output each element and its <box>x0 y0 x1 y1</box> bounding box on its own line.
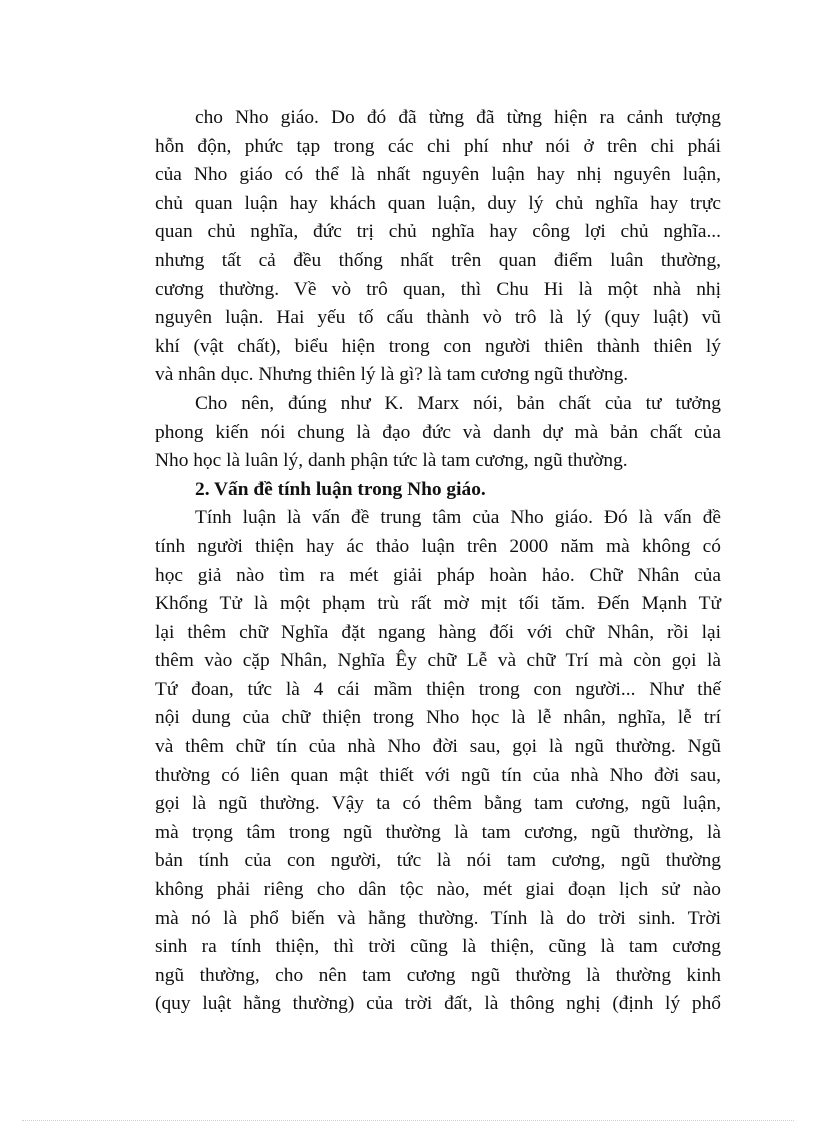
text-line: gọi là ngũ thường. Vậy ta có thêm bằng tam cương, ngũ luận, <box>155 793 721 815</box>
text-line: mà nó là phổ biến và hằng thường. Tính là do trời sinh. Trời <box>155 907 721 929</box>
text-line: ngũ thường, cho nên tam cương ngũ thường là thường kinh <box>155 964 721 986</box>
text-line: khí (vật chất), biểu hiện trong con người thiên thành thiên lý <box>155 335 721 357</box>
text-line: mà trọng tâm trong ngũ thường là tam cương, ngũ thường, là <box>155 821 721 843</box>
text-line: hỗn độn, phức tạp trong các chi phí như nói ở trên chi phái <box>155 135 721 157</box>
text-line: bản tính của con người, tức là nói tam cương, ngũ thường <box>155 850 721 872</box>
text-line: và thêm chữ tín của nhà Nho đời sau, gọi là ngũ thường. Ngũ <box>155 736 721 758</box>
page-bottom-rule <box>22 1120 794 1121</box>
text-line: cương thường. Về vò trô quan, thì Chu Hi là một nhà nhị <box>155 278 721 300</box>
body-text <box>155 104 721 1019</box>
text-line: của Nho giáo có thể là nhất nguyên luận hay nhị nguyên luận, <box>155 164 721 186</box>
text-line: thường có liên quan mật thiết với ngũ tín của nhà Nho đời sau, <box>155 764 721 786</box>
text-line: Khổng Tử là một phạm trù rất mờ mịt tối tăm. Đến Mạnh Tử <box>155 593 721 615</box>
text-line: không phải riêng cho dân tộc nào, mét giai đoạn lịch sử nào <box>155 879 721 901</box>
text-line: quan chủ nghĩa, đức trị chủ nghĩa hay công lợi chủ nghĩa... <box>155 221 721 243</box>
text-line: phong kiến nói chung là đạo đức và danh dự mà bản chất của <box>155 421 721 443</box>
text-line: Tính luận là vấn đề trung tâm của Nho giáo. Đó là vấn đề <box>195 507 721 529</box>
text-line: và nhân dục. Nhưng thiên lý là gì? là tam cương ngũ thường. <box>155 364 629 386</box>
text-line: cho Nho giáo. Do đó đã từng đã từng hiện ra cảnh tượng <box>195 107 721 128</box>
text-line: nhưng tất cả đều thống nhất trên quan điểm luân thường, <box>155 249 721 271</box>
text-line: sinh ra tính thiện, thì trời cũng là thiện, cũng là tam cương <box>155 936 721 958</box>
text-line: nội dung của chữ thiện trong Nho học là lễ nhân, nghĩa, lễ trí <box>155 707 721 729</box>
text-line: tính người thiện hay ác thảo luận trên 2000 năm mà không có <box>155 535 721 557</box>
section-heading: 2. Vấn đề tính luận trong Nho giáo. <box>195 478 486 500</box>
text-line: thêm vào cặp Nhân, Nghĩa Êy chữ Lễ và chữ Trí mà còn gọi là <box>155 650 721 672</box>
text-line: Tứ đoan, tức là 4 cái mầm thiện trong con người... Như thế <box>155 678 721 700</box>
text-line: (quy luật hằng thường) của trời đất, là thông nghị (định lý phổ <box>155 993 721 1015</box>
text-line: nguyên luận. Hai yếu tố cấu thành vò trô là lý (quy luật) vũ <box>155 307 721 329</box>
text-line: chủ quan luận hay khách quan luận, duy lý chủ nghĩa hay trực <box>155 192 721 214</box>
text-line: lại thêm chữ Nghĩa đặt ngang hàng đối với chữ Nhân, rồi lại <box>155 621 721 643</box>
text-line: Nho học là luân lý, danh phận tức là tam cương, ngũ thường. <box>155 450 628 472</box>
text-line: Cho nên, đúng như K. Marx nói, bản chất của tư tưởng <box>195 392 721 414</box>
text-line: học giả nào tìm ra mét giải pháp hoàn hảo. Chữ Nhân của <box>155 564 721 586</box>
